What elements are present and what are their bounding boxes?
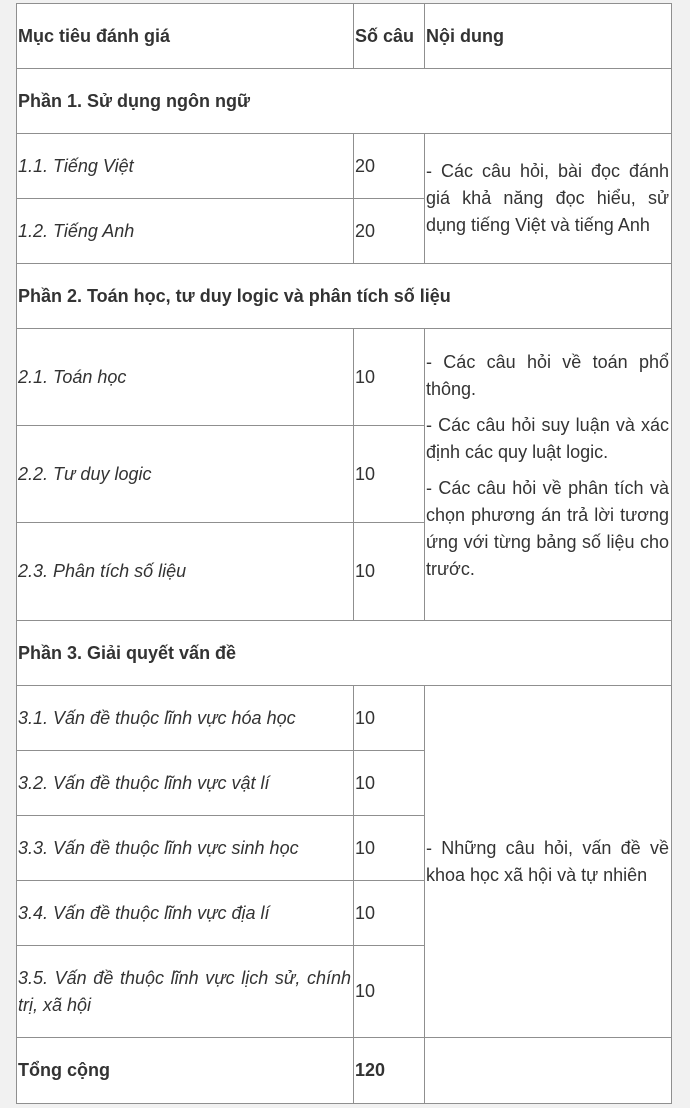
content-paragraph: - Các câu hỏi suy luận và xác định các quy luật logic. (426, 415, 669, 462)
row-count: 10 (354, 816, 425, 881)
row-name: 3.2. Vấn đề thuộc lĩnh vực vật lí (17, 751, 354, 816)
header-row (17, 4, 672, 69)
header-content: Nội dung (425, 4, 672, 69)
assessment-table (16, 3, 672, 1104)
content-paragraph: - Các câu hỏi về toán phổ thông. (426, 352, 669, 399)
row-count: 10 (354, 523, 425, 621)
header-count: Số câu (354, 4, 425, 69)
total-label: Tổng cộng (17, 1038, 354, 1104)
row-name: 3.5. Vấn đề thuộc lĩnh vực lịch sử, chính trị, xã hội (17, 946, 354, 1038)
table-row (17, 686, 672, 751)
row-name: 1.1. Tiếng Việt (17, 134, 354, 199)
total-count: 120 (354, 1038, 425, 1104)
row-count: 10 (354, 946, 425, 1038)
row-name: 3.4. Vấn đề thuộc lĩnh vực địa lí (17, 881, 354, 946)
row-count: 10 (354, 686, 425, 751)
header-objective: Mục tiêu đánh giá (17, 4, 354, 69)
row-name: 3.3. Vấn đề thuộc lĩnh vực sinh học (17, 816, 354, 881)
content-paragraph: - Các câu hỏi về phân tích và chọn phương án trả lời tương ứng với từng bảng số liệu cho trước. (426, 478, 669, 579)
section-1-content (425, 134, 672, 264)
table-row (17, 134, 672, 199)
section-3-title: Phần 3. Giải quyết vấn đề (17, 621, 672, 686)
total-row (17, 1038, 672, 1104)
row-count: 20 (354, 134, 425, 199)
row-name: 2.3. Phân tích số liệu (17, 523, 354, 621)
row-name: 3.1. Vấn đề thuộc lĩnh vực hóa học (17, 686, 354, 751)
row-name: 1.2. Tiếng Anh (17, 199, 354, 264)
total-content-empty (425, 1038, 672, 1104)
row-count: 20 (354, 199, 425, 264)
section-2-content (425, 329, 672, 621)
section-title-row (17, 621, 672, 686)
section-1-title: Phần 1. Sử dụng ngôn ngữ (17, 69, 672, 134)
content-paragraph: - Các câu hỏi, bài đọc đánh giá khả năng đọc hiểu, sử dụng tiếng Việt và tiếng Anh (426, 161, 669, 235)
section-title-row (17, 264, 672, 329)
assessment-table-container (16, 3, 672, 1104)
row-count: 10 (354, 329, 425, 426)
row-count: 10 (354, 881, 425, 946)
row-name: 2.1. Toán học (17, 329, 354, 426)
section-3-content (425, 686, 672, 1038)
row-count: 10 (354, 426, 425, 523)
table-row (17, 329, 672, 426)
content-paragraph: - Những câu hỏi, vấn đề về khoa học xã hội và tự nhiên (426, 837, 669, 885)
section-2-title: Phần 2. Toán học, tư duy logic và phân tích số liệu (17, 264, 672, 329)
row-count: 10 (354, 751, 425, 816)
section-title-row (17, 69, 672, 134)
row-name: 2.2. Tư duy logic (17, 426, 354, 523)
